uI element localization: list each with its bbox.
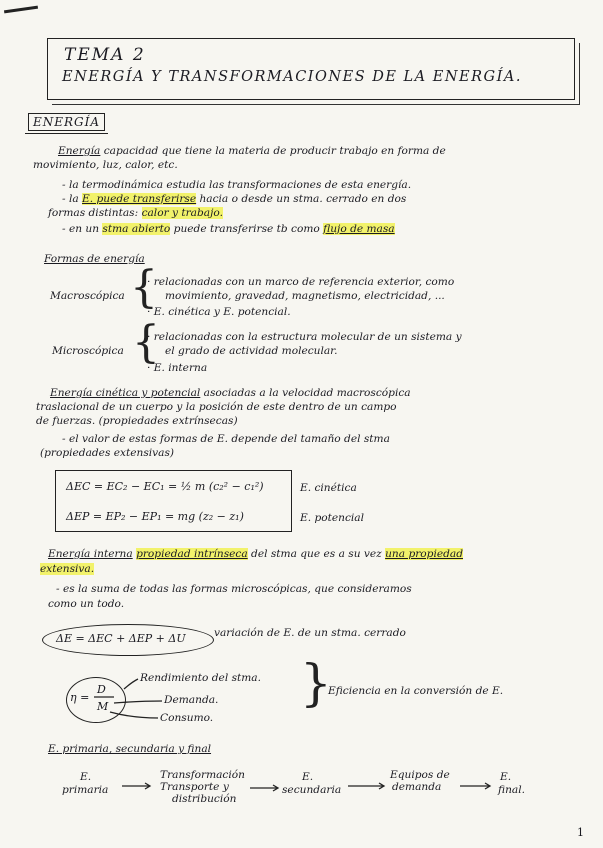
frac-numerator: D (97, 683, 106, 696)
node-e-final-b: final. (498, 784, 525, 796)
highlight-calor-trabajo: calor y trabajo. (141, 207, 223, 219)
macro-label: Macroscópica (50, 290, 125, 302)
arrow-consumo (110, 712, 158, 718)
micro-label: Microscópica (52, 345, 124, 357)
highlight-transfer: E. puede transferirse (82, 193, 197, 205)
node-e-final-a: E. (500, 771, 512, 783)
node-transformacion: Transformación (160, 769, 245, 781)
equation-potencial: ΔEP = EP₂ − EP₁ = mg (z₂ − z₁) (66, 510, 244, 523)
bullet-transfer-2-pre: formas distintas: (48, 207, 142, 219)
arrow-1 (122, 783, 150, 789)
macro-item-2: · E. cinética y E. potencial. (147, 306, 291, 318)
node-e-primaria-a: E. (80, 771, 92, 783)
item-consumo: Consumo. (160, 712, 214, 724)
macro-brace: { (130, 262, 158, 313)
item-rendimiento: Rendimiento del stma. (140, 672, 261, 684)
section-heading: ENERGÍA (28, 113, 105, 131)
topic-number: TEMA 2 (64, 45, 146, 65)
node-equipos: Equipos de (390, 769, 450, 781)
equation-cinetica: ΔEC = EC₂ − EC₁ = ½ m (c₂² − c₁²) (66, 480, 264, 493)
variacion-text: variación de E. de un stma. cerrado (214, 627, 406, 639)
node-e-secundaria-a: E. (302, 771, 314, 783)
formas-heading: Formas de energía (44, 253, 145, 265)
cinetica-line-3: de fuerzas. (propiedades extrínsecas) (36, 415, 238, 427)
node-e-primaria-b: primaria (62, 784, 109, 796)
interna-line-3: - es la suma de todas las formas microscópicas, que consideramos (56, 583, 412, 595)
highlight-stma-abierto: stma abierto (102, 223, 171, 235)
node-transporte: Transporte y (160, 781, 229, 793)
arrow-rendimiento (124, 679, 138, 689)
item-demanda: Demanda. (164, 694, 219, 706)
page-number: 1 (577, 826, 584, 839)
bullet-transfer-post: hacia o desde un stma. cerrado en dos (196, 193, 407, 205)
node-e-secundaria-b: secundaria (282, 784, 342, 796)
node-distribucion: distribución (172, 793, 237, 805)
interna-line-4: como un todo. (48, 598, 125, 610)
highlight-extensiva: extensiva. (40, 563, 95, 575)
arrow-3 (348, 783, 384, 789)
eficiencia-brace: } (300, 654, 332, 712)
node-demanda: demanda (392, 781, 442, 793)
topic-title: ENERGÍA Y TRANSFORMACIONES DE LA ENERGÍA. (62, 69, 522, 85)
term-interna: Energía interna (48, 548, 133, 560)
label-potencial: E. potencial (300, 512, 365, 524)
highlight-propiedad: una propiedad (385, 548, 463, 560)
arrow-4 (460, 783, 490, 789)
definition-line-2: movimiento, luz, calor, etc. (33, 159, 178, 171)
cinetica-line-4: - el valor de estas formas de E. depende del tamaño del stma (62, 433, 390, 445)
variacion-equation: ΔE = ΔEC + ΔEP + ΔU (56, 632, 186, 645)
eficiencia-label: Eficiencia en la conversión de E. (328, 685, 504, 697)
frac-denominator: M (97, 700, 109, 713)
macro-item-1: · relacionadas con un marco de referencia exterior, como (147, 276, 455, 288)
bullet-transfer-pre: - la (62, 193, 83, 205)
interna-mid: del stma que es a su vez (247, 548, 386, 560)
flujo-heading: E. primaria, secundaria y final (48, 743, 212, 755)
label-cinetica: E. cinética (300, 482, 357, 494)
micro-item-1b: el grado de actividad molecular. (165, 345, 338, 357)
macro-item-1b: movimiento, gravedad, magnetismo, electricidad, ... (165, 290, 445, 302)
definition-text: capacidad que tiene la materia de producir trabajo en forma de (100, 145, 446, 157)
micro-item-2: · E. interna (147, 362, 208, 374)
micro-brace: { (132, 317, 160, 368)
highlight-intrinseca: propiedad intrínseca (136, 548, 248, 560)
bullet-open-mid: puede transferirse tb como (170, 223, 324, 235)
highlight-flujo-masa: flujo de masa (323, 223, 395, 235)
arrow-2 (250, 785, 278, 791)
micro-item-1: · relacionadas con la estructura molecular de un sistema y (147, 331, 462, 343)
arrow-demanda (114, 701, 162, 703)
cinetica-rest: asociadas a la velocidad macroscópica (200, 387, 411, 399)
cinetica-line-5: (propiedades extensivas) (40, 447, 175, 459)
term-cinetica-potencial: Energía cinética y potencial (50, 387, 201, 399)
bullet-open-pre: - en un (62, 223, 103, 235)
eta-symbol: η = (70, 691, 90, 704)
term-energia: Energía (58, 145, 101, 157)
cinetica-line-2: traslacional de un cuerpo y la posición de este dentro de un campo (36, 401, 397, 413)
bullet-thermo: - la termodinámica estudia las transformaciones de esta energía. (62, 179, 412, 191)
